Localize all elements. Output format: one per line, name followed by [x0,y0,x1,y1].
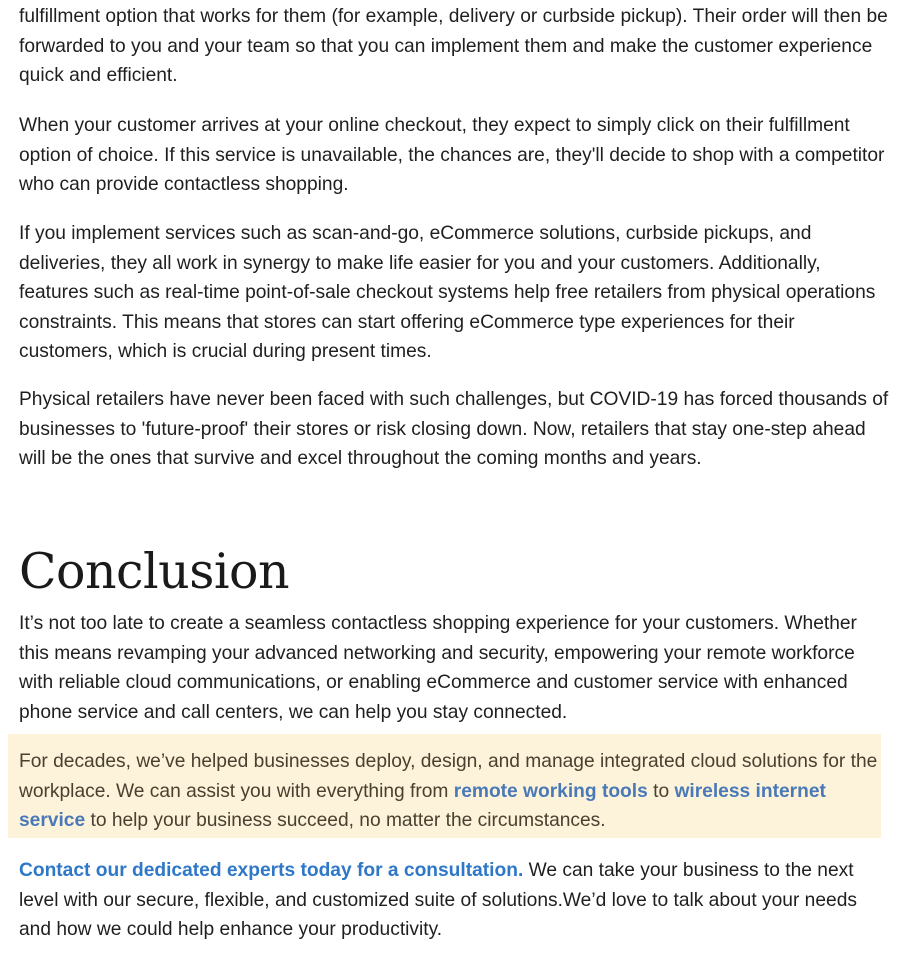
remote-working-tools-link[interactable]: remote working tools [453,780,648,802]
cta-text-after: We can take your business to the next level with our secure, flexible, and customized suite of solutions.We’d love to talk about your needs and how we could help enhance your productivity. [19,860,857,940]
paragraph-services: If you implement services such as scan-and-go, eCommerce solutions, curbside pickups, and deliveries, they all work in synergy to make life easier for you and your customers. Additionally, features such as real-time point-of-sale checkout systems help free retailers from physical operations constraints. This means that stores can start offering eCommerce type experiences for their customers, which is crucial during present times. [19,223,876,362]
callout-text-after: to help your business succeed, no matter the circumstances. [85,810,606,831]
callout-text-middle: to [647,780,675,802]
paragraph-cta [19,856,889,945]
wireless-internet-service-link[interactable]: wireless internet service [19,780,826,831]
callout-text-before: For decades, we’ve helped businesses deploy, design, and manage integrated cloud solutions for the workplace. We can assist you with everything from [19,751,878,802]
highlight-callout [8,734,881,838]
conclusion-heading: Conclusion [19,543,290,600]
paragraph-covid: Physical retailers have never been faced with such challenges, but COVID-19 has forced thousands of businesses to 'future-proof' their stores or risk closing down. Now, retailers that stay one-step ahead will be the ones that survive and excel throughout the coming months and years. [19,389,889,469]
contact-experts-link[interactable]: Contact our dedicated experts today for a consultation. [19,860,524,881]
callout-text [19,747,881,836]
paragraph-conclusion: It’s not too late to create a seamless contactless shopping experience for your customers. Whether this means revamping your advanced networking and security, empowering your remote workforce with reliable cloud communications, or enabling eCommerce and customer service with enhanced phone service and call centers, we can help you stay connected. [19,613,857,723]
paragraph-fulfillment: fulfillment option that works for them (for example, delivery or curbside pickup). Their order will then be forwarded to you and your team so that you can implement them and make the customer experience quick and efficient. [19,6,888,86]
paragraph-checkout: When your customer arrives at your online checkout, they expect to simply click on their fulfillment option of choice. If this service is unavailable, the chances are, they'll decide to shop with a competitor who can provide contactless shopping. [19,115,885,195]
